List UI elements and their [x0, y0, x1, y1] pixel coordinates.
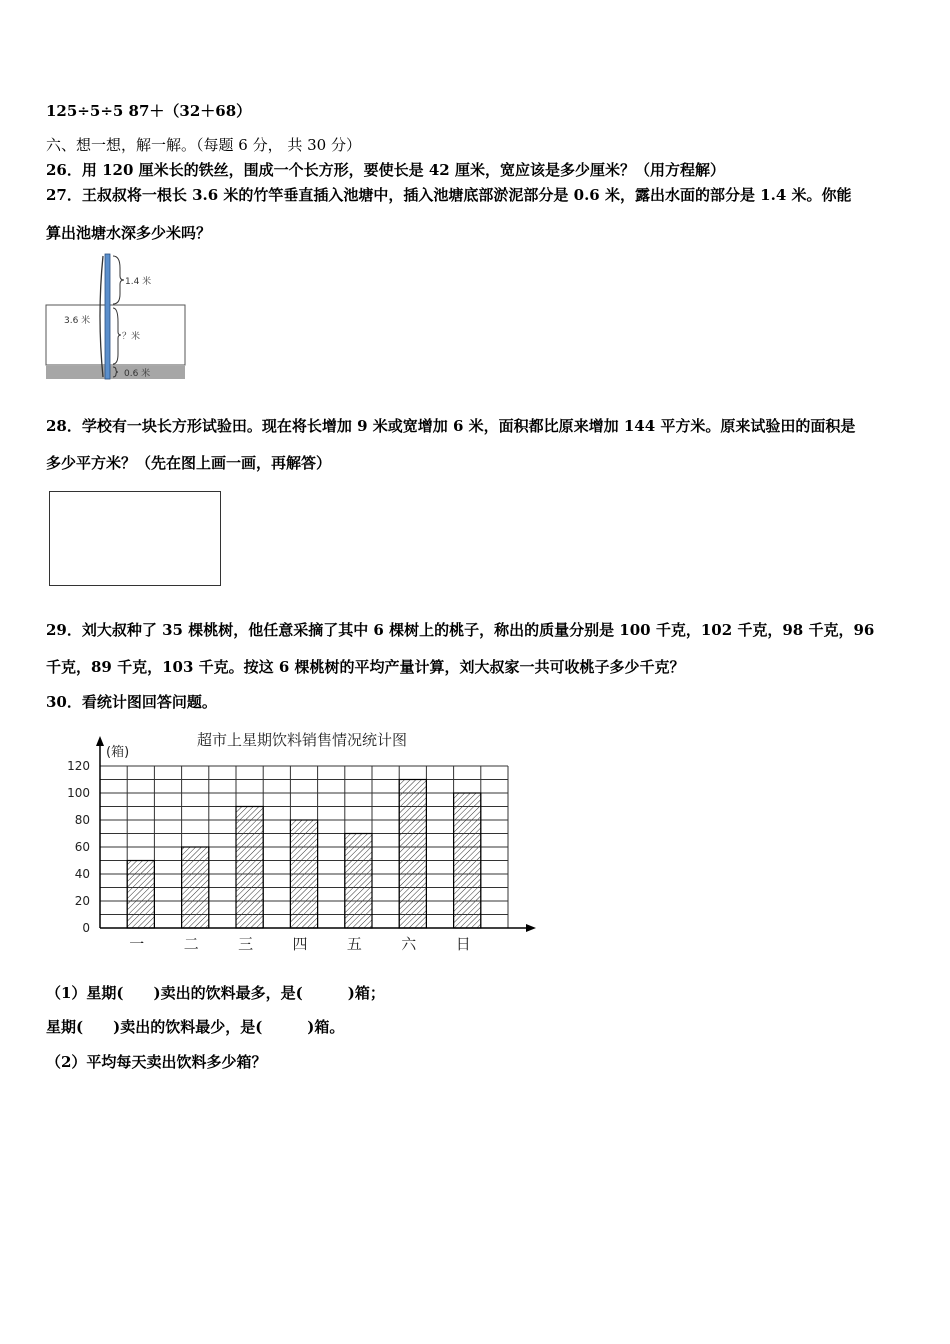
- question-29-line1: 29．刘大叔种了 35 棵桃树，他任意采摘了其中 6 棵树上的桃子，称出的质量分别是 100 千克，102 千克，98 千克，96: [46, 621, 875, 639]
- label-mud: 0.6 米: [124, 369, 151, 379]
- sub-question-1-line2: 星期( )卖出的饮料最少，是( )箱。: [46, 1018, 345, 1036]
- x-axis-arrow: [526, 924, 536, 932]
- y-tick-label: 60: [74, 840, 90, 854]
- sub-question-2: （2）平均每天卖出饮料多少箱？: [46, 1053, 267, 1071]
- x-tick-label: 六: [401, 935, 417, 953]
- bar-六: [399, 780, 426, 929]
- y-tick-label: 80: [74, 813, 90, 827]
- x-tick-label: 一: [129, 935, 145, 953]
- sub-question-1-line1: （1）星期( )卖出的饮料最多，是( )箱；: [46, 984, 385, 1002]
- question-27-line2: 算出池塘水深多少米吗？: [46, 224, 212, 242]
- label-water-depth: ？米: [122, 332, 141, 342]
- bar-四: [290, 820, 317, 928]
- label-total: 3.6 米: [64, 316, 91, 326]
- x-tick-label: 三: [238, 935, 254, 953]
- y-tick-label: 120: [67, 759, 90, 773]
- question-26: 26．用 120 厘米长的铁丝，围成一个长方形，要使长是 42 厘米，宽应该是多少厘米？（用方程解）: [46, 161, 725, 179]
- y-tick-label: 0: [82, 921, 90, 935]
- x-tick-label: 二: [183, 935, 199, 953]
- bar-三: [236, 807, 263, 929]
- question-29-line2: 千克，89 千克，103 千克。按这 6 棵桃树的平均产量计算，刘大叔家一共可收桃子多少千克？: [46, 658, 685, 676]
- section-title: 六、想一想，解一解。（每题 6 分， 共 30 分）: [46, 136, 361, 154]
- chart-title: 超市上星期饮料销售情况统计图: [196, 731, 408, 749]
- pond-box: [46, 305, 185, 365]
- calc-line: 125÷5÷5 87＋（32＋68）: [46, 102, 252, 120]
- x-tick-label: 日: [455, 935, 471, 953]
- question-28-line2: 多少平方米？（先在图上画一画，再解答）: [46, 454, 332, 472]
- y-tick-label: 100: [67, 786, 90, 800]
- y-tick-label: 20: [74, 894, 90, 908]
- bamboo-pole: [105, 254, 110, 379]
- pond-figure: [40, 250, 200, 385]
- question-28-line1: 28．学校有一块长方形试验田。现在将长增加 9 米或宽增加 6 米，面积都比原来增加 144 平方米。原来试验田的面积是: [46, 417, 856, 435]
- label-above-water: 1.4 米: [125, 277, 152, 287]
- question-27-line1: 27．王叔叔将一根长 3.6 米的竹竿垂直插入池塘中，插入池塘底部淤泥部分是 0.6 米，露出水面的部分是 1.4 米。你能: [46, 186, 852, 204]
- y-tick-label: 40: [74, 867, 90, 881]
- field-rectangle: [49, 491, 221, 586]
- bar-日: [454, 793, 481, 928]
- above-water-brace: [113, 256, 124, 304]
- bar-二: [182, 847, 209, 928]
- bar-五: [345, 834, 372, 929]
- bar-一: [127, 861, 154, 929]
- y-axis-arrow: [96, 736, 104, 746]
- x-tick-label: 五: [346, 935, 362, 953]
- question-30: 30．看统计图回答问题。: [46, 693, 217, 711]
- x-tick-label: 四: [292, 935, 308, 953]
- y-axis-label: (箱): [106, 745, 130, 760]
- bar-chart: [0, 720, 560, 960]
